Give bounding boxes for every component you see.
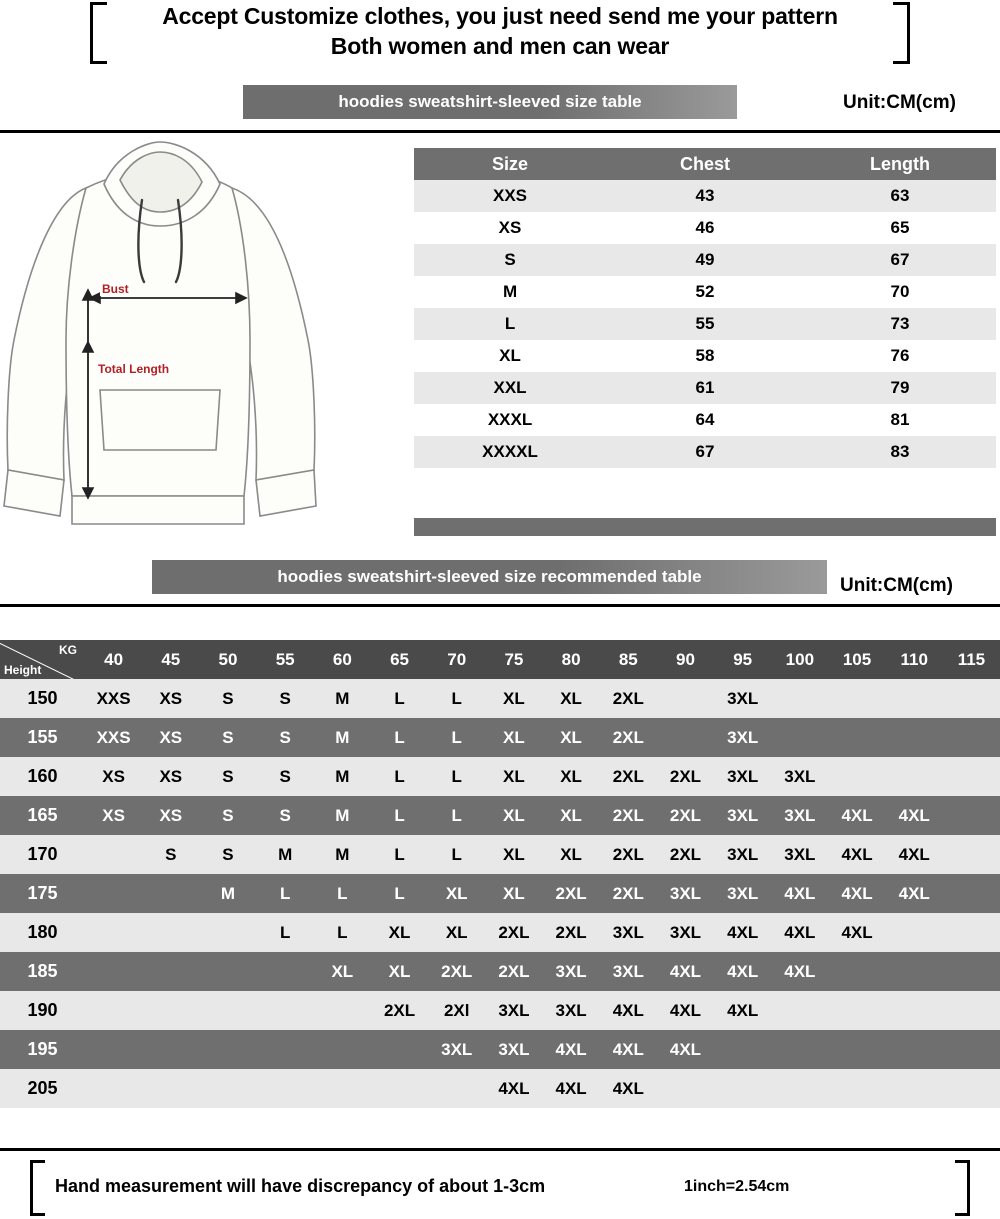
cell-size: XXXL: [414, 404, 606, 436]
size-cell: [828, 952, 885, 991]
size-table-col-size: Size: [414, 148, 606, 180]
size-cell: 4XL: [714, 952, 771, 991]
weight-header: 55: [257, 640, 314, 679]
size-cell: 4XL: [600, 1030, 657, 1069]
size-cell: [85, 1030, 142, 1069]
size-cell: [142, 874, 199, 913]
weight-header: 60: [314, 640, 371, 679]
size-cell: [371, 1069, 428, 1108]
size-cell: L: [257, 874, 314, 913]
size-cell: [828, 1069, 885, 1108]
size-cell: 4XL: [543, 1069, 600, 1108]
size-table-col-chest: Chest: [606, 148, 804, 180]
table-row: [0, 679, 1000, 718]
size-cell: 4XL: [828, 835, 885, 874]
size-cell: [199, 952, 256, 991]
size-cell: XS: [85, 796, 142, 835]
table-row: [0, 796, 1000, 835]
size-cell: 4XL: [886, 796, 943, 835]
size-cell: 4XL: [485, 1069, 542, 1108]
size-cell: L: [428, 835, 485, 874]
size-cell: XL: [428, 874, 485, 913]
cell-length: 76: [804, 340, 996, 372]
size-cell: [142, 991, 199, 1030]
size-cell: XS: [142, 757, 199, 796]
size-cell: 2XL: [600, 679, 657, 718]
size-cell: M: [199, 874, 256, 913]
size-cell: [943, 835, 1000, 874]
size-cell: 2XL: [428, 952, 485, 991]
size-cell: 4XL: [657, 1030, 714, 1069]
size-cell: S: [199, 679, 256, 718]
size-table-banner-label: hoodies sweatshirt-sleeved size table: [338, 92, 642, 111]
row-height: 150: [0, 679, 85, 718]
size-cell: [943, 1030, 1000, 1069]
size-cell: [943, 718, 1000, 757]
cell-length: 81: [804, 404, 996, 436]
size-cell: 3XL: [485, 1030, 542, 1069]
size-cell: S: [257, 679, 314, 718]
cell-chest: 43: [606, 180, 804, 212]
size-cell: [314, 1069, 371, 1108]
size-cell: [828, 718, 885, 757]
size-cell: [85, 874, 142, 913]
size-cell: L: [371, 718, 428, 757]
size-cell: XS: [142, 679, 199, 718]
footer-conversion: 1inch=2.54cm: [684, 1178, 790, 1195]
header-line-2: Both women and men can wear: [330, 33, 670, 59]
cell-length: 79: [804, 372, 996, 404]
cell-size: XXS: [414, 180, 606, 212]
size-cell: 2XL: [543, 874, 600, 913]
size-cell: [943, 913, 1000, 952]
size-cell: 4XL: [886, 874, 943, 913]
table-row: [0, 1069, 1000, 1108]
table-row: [414, 372, 996, 404]
table-row: [0, 835, 1000, 874]
size-cell: 2XL: [600, 796, 657, 835]
size-cell: L: [371, 757, 428, 796]
weight-header: 100: [771, 640, 828, 679]
size-cell: M: [314, 835, 371, 874]
cell-chest: 46: [606, 212, 804, 244]
size-cell: S: [199, 718, 256, 757]
size-cell: L: [257, 913, 314, 952]
size-cell: M: [314, 679, 371, 718]
size-cell: 4XL: [543, 1030, 600, 1069]
size-cell: [771, 1030, 828, 1069]
size-cell: L: [428, 718, 485, 757]
size-cell: 3XL: [428, 1030, 485, 1069]
weight-header: 70: [428, 640, 485, 679]
table-row: [0, 1030, 1000, 1069]
size-cell: 4XL: [714, 991, 771, 1030]
bust-label: Bust: [102, 282, 129, 296]
size-cell: L: [314, 913, 371, 952]
size-cell: [943, 796, 1000, 835]
size-cell: 4XL: [828, 874, 885, 913]
size-cell: S: [199, 796, 256, 835]
cell-size: S: [414, 244, 606, 276]
size-cell: XL: [485, 718, 542, 757]
size-cell: 4XL: [886, 835, 943, 874]
size-cell: [85, 991, 142, 1030]
header: [0, 0, 1000, 60]
size-cell: 2XL: [600, 718, 657, 757]
size-cell: XL: [371, 913, 428, 952]
size-cell: [771, 679, 828, 718]
size-cell: [886, 952, 943, 991]
weight-header: 85: [600, 640, 657, 679]
cell-size: M: [414, 276, 606, 308]
size-cell: [771, 991, 828, 1030]
size-cell: [199, 913, 256, 952]
size-cell: XXS: [85, 679, 142, 718]
size-cell: [85, 952, 142, 991]
divider-top: [0, 130, 1000, 133]
row-height: 170: [0, 835, 85, 874]
size-cell: [886, 913, 943, 952]
size-cell: [257, 991, 314, 1030]
size-cell: XL: [314, 952, 371, 991]
size-cell: [199, 1069, 256, 1108]
recommended-table-banner: [152, 560, 827, 594]
weight-header: 50: [199, 640, 256, 679]
size-cell: [257, 952, 314, 991]
row-height: 195: [0, 1030, 85, 1069]
size-cell: [314, 1030, 371, 1069]
size-cell: S: [257, 757, 314, 796]
size-cell: XL: [543, 679, 600, 718]
table-row: [414, 340, 996, 372]
size-cell: [714, 1069, 771, 1108]
size-cell: [828, 679, 885, 718]
size-cell: 3XL: [600, 952, 657, 991]
size-cell: XS: [142, 718, 199, 757]
recommended-table-unit: Unit:CM(cm): [840, 575, 953, 596]
size-cell: [828, 991, 885, 1030]
weight-header: 65: [371, 640, 428, 679]
size-cell: 3XL: [714, 874, 771, 913]
recommended-table: [0, 640, 1000, 1108]
size-cell: 4XL: [828, 913, 885, 952]
size-cell: 2Xl: [428, 991, 485, 1030]
size-cell: [428, 1069, 485, 1108]
size-cell: [85, 1069, 142, 1108]
size-cell: 3XL: [600, 913, 657, 952]
table-row: [414, 244, 996, 276]
size-cell: 2XL: [657, 757, 714, 796]
cell-chest: 64: [606, 404, 804, 436]
size-cell: [943, 991, 1000, 1030]
size-cell: S: [257, 796, 314, 835]
size-cell: [886, 718, 943, 757]
total-length-label: Total Length: [98, 362, 170, 376]
size-cell: [257, 1069, 314, 1108]
cell-chest: 49: [606, 244, 804, 276]
size-cell: M: [314, 718, 371, 757]
size-cell: 3XL: [714, 796, 771, 835]
size-cell: 4XL: [657, 991, 714, 1030]
size-cell: [657, 1069, 714, 1108]
cell-chest: 67: [606, 436, 804, 468]
size-cell: 4XL: [771, 874, 828, 913]
cell-length: 67: [804, 244, 996, 276]
size-cell: 3XL: [771, 835, 828, 874]
size-cell: XL: [485, 874, 542, 913]
size-cell: L: [314, 874, 371, 913]
size-cell: [142, 1030, 199, 1069]
size-cell: [886, 1030, 943, 1069]
row-height: 160: [0, 757, 85, 796]
row-height: 180: [0, 913, 85, 952]
size-cell: [771, 1069, 828, 1108]
size-cell: XL: [485, 796, 542, 835]
header-bracket-left: [90, 2, 107, 64]
size-table-header-row: [414, 148, 996, 180]
cell-size: XS: [414, 212, 606, 244]
row-height: 155: [0, 718, 85, 757]
cell-size: XL: [414, 340, 606, 372]
size-cell: [199, 1030, 256, 1069]
size-cell: 3XL: [657, 874, 714, 913]
size-table-footer-bar: [414, 518, 996, 536]
size-cell: 2XL: [600, 757, 657, 796]
size-cell: 2XL: [371, 991, 428, 1030]
hoodie-illustration: [0, 140, 400, 550]
hoodie-drawing: [0, 140, 400, 550]
size-cell: [886, 1069, 943, 1108]
size-cell: [142, 952, 199, 991]
size-cell: XL: [543, 835, 600, 874]
weight-header: 90: [657, 640, 714, 679]
recommended-table-header-row: [0, 640, 1000, 679]
size-cell: [828, 1030, 885, 1069]
weight-header: 45: [142, 640, 199, 679]
size-cell: [943, 679, 1000, 718]
cell-length: 73: [804, 308, 996, 340]
size-cell: [85, 913, 142, 952]
size-cell: 3XL: [543, 991, 600, 1030]
size-cell: 3XL: [714, 679, 771, 718]
size-cell: XS: [85, 757, 142, 796]
table-row: [0, 757, 1000, 796]
weight-header: 40: [85, 640, 142, 679]
table-row: [414, 404, 996, 436]
size-cell: S: [199, 835, 256, 874]
size-cell: [828, 757, 885, 796]
recommended-table-banner-label: hoodies sweatshirt-sleeved size recommended table: [277, 567, 702, 586]
size-cell: 3XL: [771, 796, 828, 835]
size-cell: [85, 835, 142, 874]
size-cell: 3XL: [714, 757, 771, 796]
size-cell: 3XL: [714, 718, 771, 757]
header-bracket-right: [893, 2, 910, 64]
row-height: 185: [0, 952, 85, 991]
size-cell: L: [428, 796, 485, 835]
table-row: [0, 952, 1000, 991]
size-cell: L: [371, 835, 428, 874]
cell-chest: 55: [606, 308, 804, 340]
size-cell: S: [142, 835, 199, 874]
divider-bottom: [0, 1148, 1000, 1151]
size-cell: XS: [142, 796, 199, 835]
size-cell: XXS: [85, 718, 142, 757]
cell-chest: 61: [606, 372, 804, 404]
cell-length: 70: [804, 276, 996, 308]
size-cell: [371, 1030, 428, 1069]
table-row: [0, 991, 1000, 1030]
size-cell: XL: [485, 757, 542, 796]
size-cell: 4XL: [600, 1069, 657, 1108]
size-cell: 3XL: [485, 991, 542, 1030]
cell-chest: 58: [606, 340, 804, 372]
size-cell: 2XL: [657, 835, 714, 874]
size-cell: 2XL: [485, 913, 542, 952]
size-cell: [886, 679, 943, 718]
size-table-banner: [243, 85, 737, 119]
size-cell: M: [257, 835, 314, 874]
divider-mid: [0, 604, 1000, 607]
footer-bracket-right: [955, 1160, 970, 1216]
corner-height-label: Height: [4, 663, 42, 677]
cell-size: L: [414, 308, 606, 340]
size-cell: XL: [543, 718, 600, 757]
size-cell: 2XL: [600, 835, 657, 874]
row-height: 205: [0, 1069, 85, 1108]
footer-bracket-left: [30, 1160, 45, 1216]
row-height: 190: [0, 991, 85, 1030]
corner-kg-label: KG: [59, 643, 77, 657]
size-cell: 3XL: [714, 835, 771, 874]
size-cell: L: [428, 679, 485, 718]
table-row: [0, 874, 1000, 913]
table-row: [414, 180, 996, 212]
size-cell: [657, 718, 714, 757]
size-cell: [142, 913, 199, 952]
weight-header: 80: [543, 640, 600, 679]
size-cell: 4XL: [828, 796, 885, 835]
size-cell: XL: [543, 796, 600, 835]
weight-header: 105: [828, 640, 885, 679]
cell-size: XXXXL: [414, 436, 606, 468]
size-cell: 2XL: [485, 952, 542, 991]
size-cell: 3XL: [543, 952, 600, 991]
size-cell: 4XL: [657, 952, 714, 991]
size-cell: 4XL: [600, 991, 657, 1030]
size-table-unit: Unit:CM(cm): [843, 92, 956, 113]
size-cell: 2XL: [543, 913, 600, 952]
size-cell: S: [199, 757, 256, 796]
size-cell: M: [314, 796, 371, 835]
row-height: 165: [0, 796, 85, 835]
cell-length: 65: [804, 212, 996, 244]
size-cell: L: [371, 874, 428, 913]
size-cell: [943, 952, 1000, 991]
corner-axis-cell: [0, 640, 85, 679]
size-cell: L: [371, 796, 428, 835]
size-cell: 4XL: [771, 913, 828, 952]
size-cell: M: [314, 757, 371, 796]
footer-note: Hand measurement will have discrepancy of about 1-3cm: [55, 1176, 546, 1196]
weight-header: 110: [886, 640, 943, 679]
size-cell: XL: [371, 952, 428, 991]
row-height: 175: [0, 874, 85, 913]
size-cell: [886, 991, 943, 1030]
table-row: [414, 212, 996, 244]
size-table-col-length: Length: [804, 148, 996, 180]
size-cell: [657, 679, 714, 718]
cell-length: 63: [804, 180, 996, 212]
size-cell: [142, 1069, 199, 1108]
size-cell: [257, 1030, 314, 1069]
cell-length: 83: [804, 436, 996, 468]
size-cell: XL: [485, 835, 542, 874]
size-cell: XL: [428, 913, 485, 952]
size-cell: L: [428, 757, 485, 796]
size-cell: [771, 718, 828, 757]
table-row: [0, 718, 1000, 757]
weight-header: 115: [943, 640, 1000, 679]
size-cell: 2XL: [600, 874, 657, 913]
table-row: [414, 436, 996, 468]
table-row: [414, 276, 996, 308]
size-cell: 3XL: [657, 913, 714, 952]
table-row: [414, 308, 996, 340]
table-row: [0, 913, 1000, 952]
size-cell: 2XL: [657, 796, 714, 835]
size-cell: 4XL: [771, 952, 828, 991]
cell-chest: 52: [606, 276, 804, 308]
size-cell: S: [257, 718, 314, 757]
size-cell: [714, 1030, 771, 1069]
size-cell: 4XL: [714, 913, 771, 952]
size-cell: [886, 757, 943, 796]
size-table: [414, 148, 996, 468]
size-cell: [943, 1069, 1000, 1108]
weight-header: 75: [485, 640, 542, 679]
size-cell: XL: [543, 757, 600, 796]
size-cell: L: [371, 679, 428, 718]
cell-size: XXL: [414, 372, 606, 404]
size-cell: [314, 991, 371, 1030]
size-cell: [943, 874, 1000, 913]
size-cell: [199, 991, 256, 1030]
weight-header: 95: [714, 640, 771, 679]
size-cell: 3XL: [771, 757, 828, 796]
size-cell: [943, 757, 1000, 796]
header-line-1: Accept Customize clothes, you just need send me your pattern: [162, 3, 838, 29]
size-cell: XL: [485, 679, 542, 718]
